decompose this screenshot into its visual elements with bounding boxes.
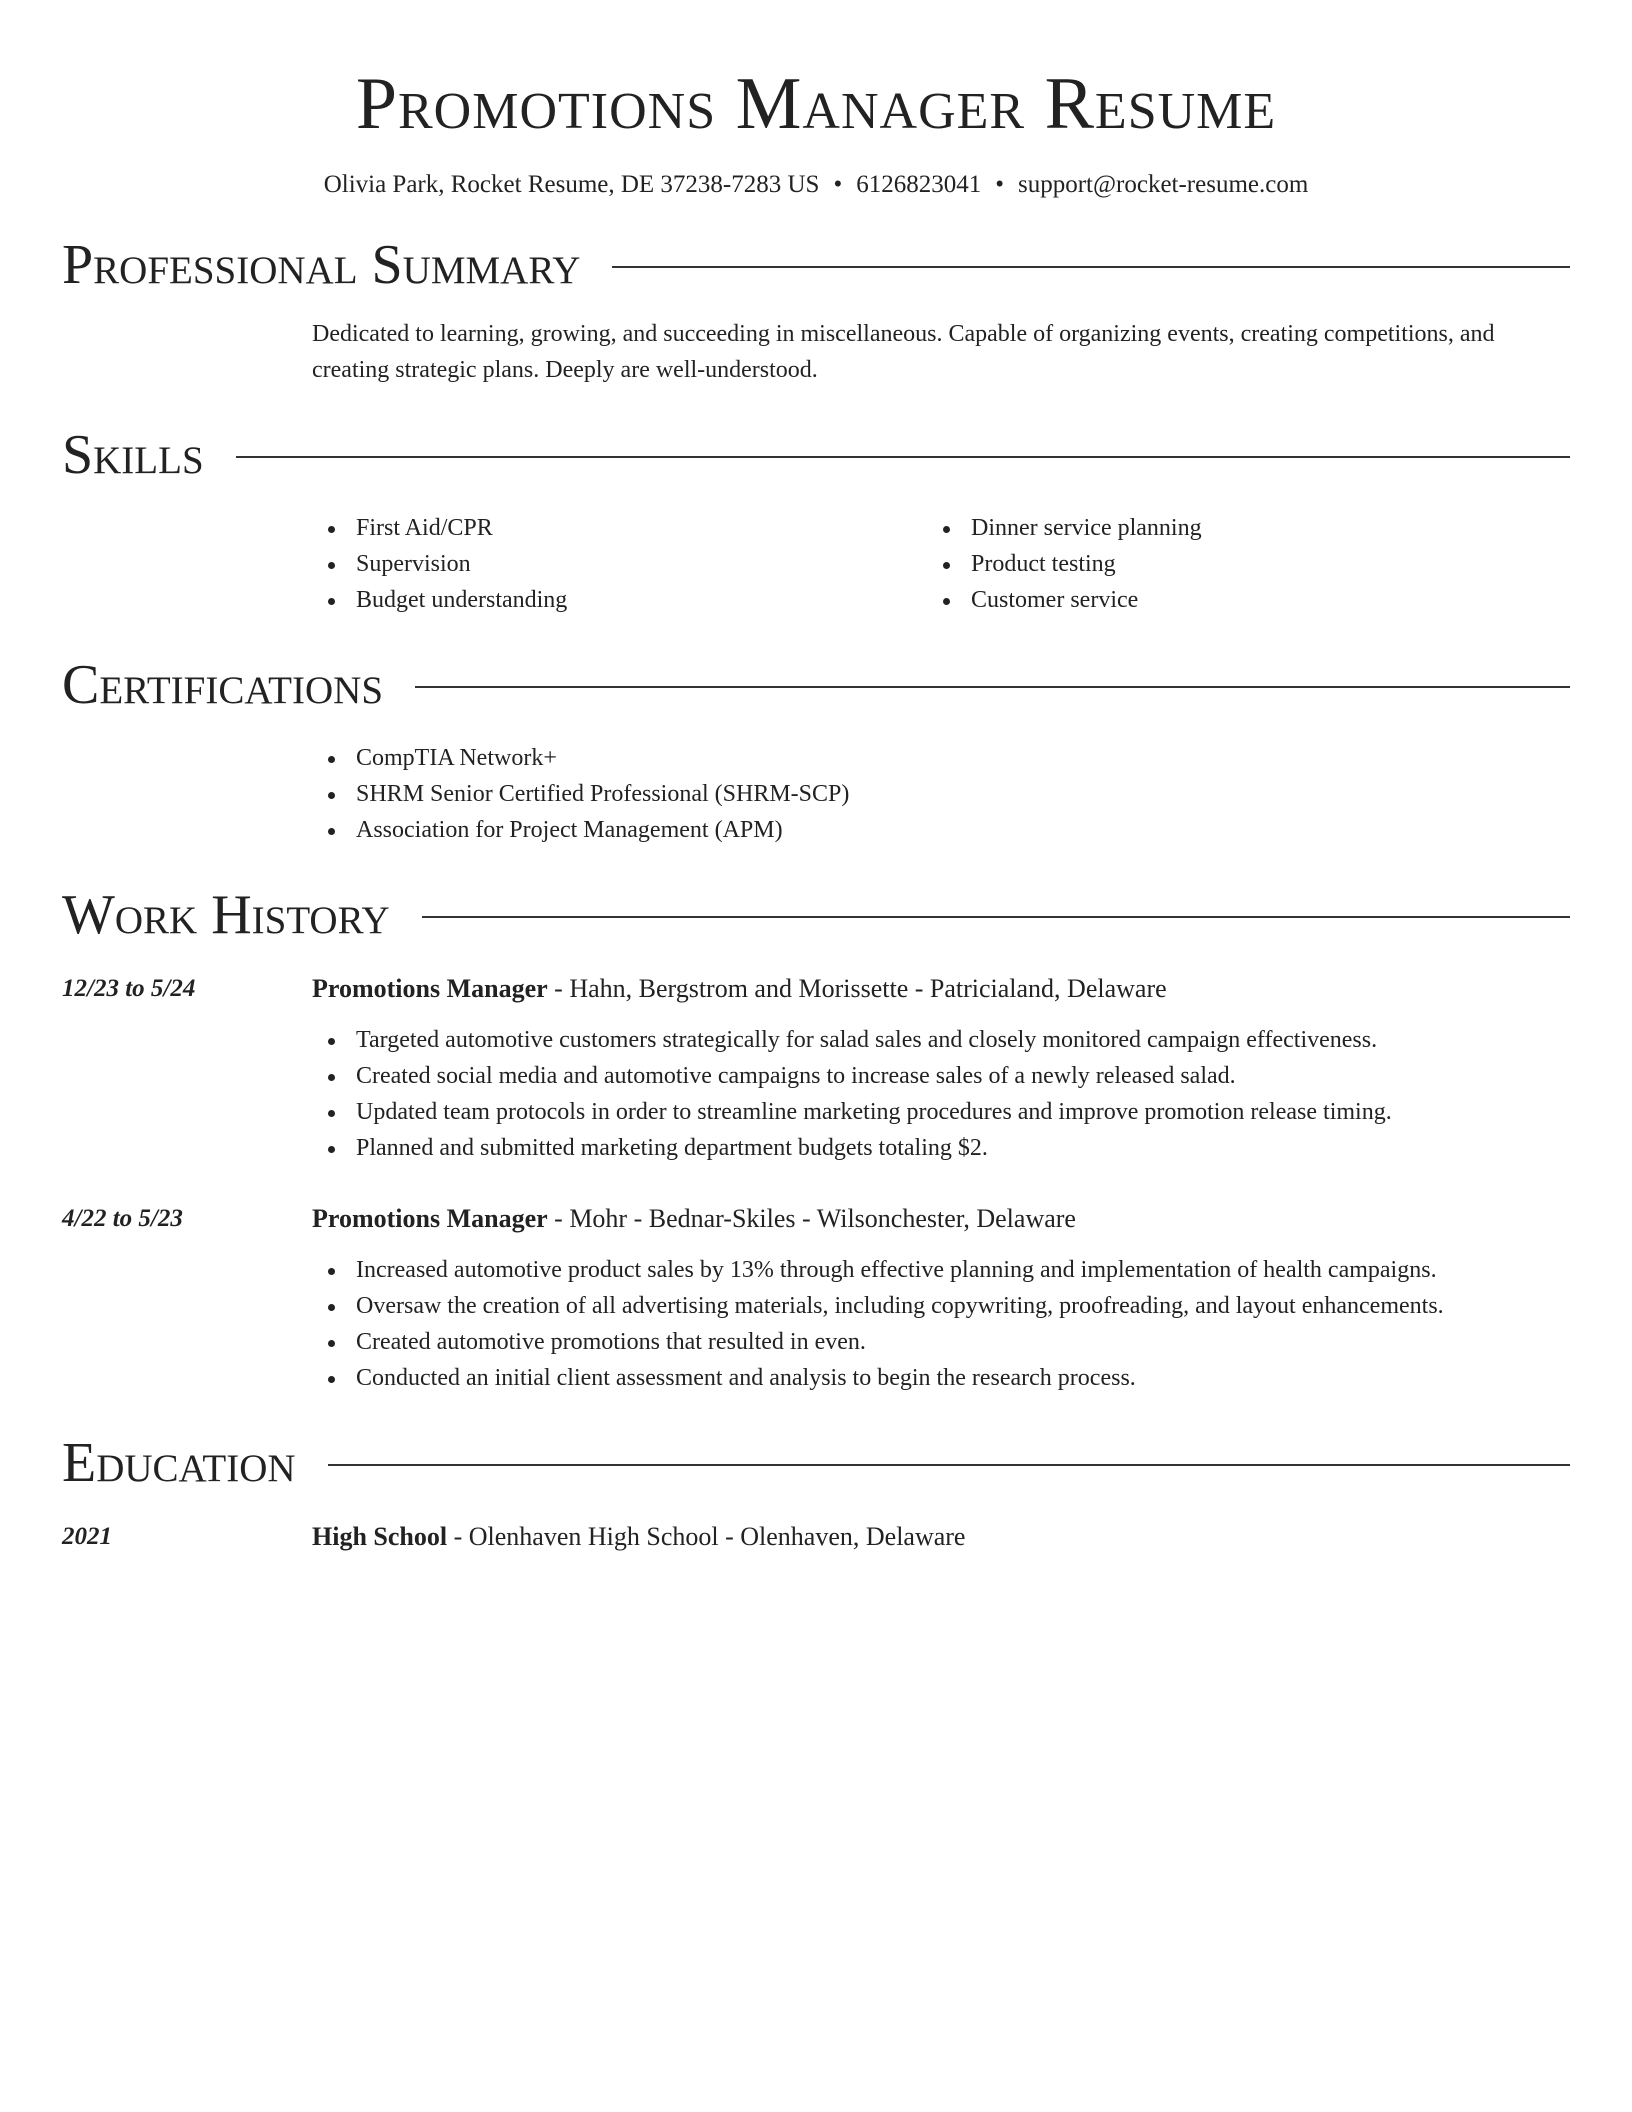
education-degree: High School [312,1522,448,1551]
job-duty-item: Created automotive promotions that resulted in even. [312,1324,1570,1360]
skills-list-left [312,510,927,618]
skills-section [62,418,1570,618]
contact-separator: • [833,171,843,198]
job-body [312,1202,1570,1396]
job-title: Promotions Manager [312,1204,548,1233]
skills-list-right [927,510,1542,618]
job-employer: - Mohr - Bednar-Skiles - Wilsonchester, Delaware [547,1204,1076,1233]
contact-email: support@rocket-resume.com [1018,171,1309,198]
skills-header [62,418,1570,492]
job-duty-item: Conducted an initial client assessment and analysis to begin the research process. [312,1360,1570,1396]
section-divider [415,686,1570,688]
education-entry [62,1520,1570,1554]
education-year: 2021 [62,1523,112,1550]
section-divider [328,1464,1570,1466]
job-duty-item: Planned and submitted marketing department budgets totaling $2. [312,1130,1570,1166]
job-header [312,1202,1570,1236]
certifications-heading: Certifications [62,654,384,716]
job-duty-item: Oversaw the creation of all advertising materials, including copywriting, proofreading, and layout enhancements. [312,1288,1570,1324]
summary-section [62,228,1570,388]
skill-item: First Aid/CPR [312,510,927,546]
skills-heading: Skills [62,424,204,486]
certifications-header [62,648,1570,722]
summary-header [62,228,1570,302]
skill-item: Budget understanding [312,582,927,618]
skill-item: Customer service [927,582,1542,618]
work-history-heading: Work History [62,884,390,946]
job-duty-item: Updated team protocols in order to streamline marketing procedures and improve promotion release timing. [312,1094,1570,1130]
job-duty-item: Increased automotive product sales by 13% through effective planning and implementation of health campaigns. [312,1252,1570,1288]
certification-item: Association for Project Management (APM) [312,812,1570,848]
skill-item: Supervision [312,546,927,582]
resume-title: Promotions Manager Resume [355,63,1277,145]
section-divider [236,456,1570,458]
job-header [312,972,1570,1006]
summary-heading: Professional Summary [62,234,581,296]
work-history-section [62,878,1570,1396]
job-employer: - Hahn, Bergstrom and Morissette - Patricialand, Delaware [547,974,1167,1003]
certifications-list [312,740,1570,848]
education-heading: Education [62,1432,296,1494]
summary-text: Dedicated to learning, growing, and succeeding in miscellaneous. Capable of organizing events, creating competitions, and creating strategic plans. Deeply are well-understood. [312,321,1495,383]
job-entry [62,972,1570,1166]
skills-grid [312,510,1570,618]
skill-item: Dinner service planning [927,510,1542,546]
job-duty-item: Created social media and automotive campaigns to increase sales of a newly released salad. [312,1058,1570,1094]
section-divider [612,266,1570,268]
contact-address: Olivia Park, Rocket Resume, DE 37238-7283 US [323,171,820,198]
skill-item: Product testing [927,546,1542,582]
education-school: - Olenhaven High School - Olenhaven, Delaware [447,1522,966,1551]
contact-separator: • [995,171,1004,198]
job-body [312,972,1570,1166]
job-duty-item: Targeted automotive customers strategically for salad sales and closely monitored campaign effectiveness. [312,1022,1570,1058]
job-dates: 4/22 to 5/23 [62,1205,183,1232]
education-section [62,1426,1570,1554]
section-divider [422,916,1570,918]
job-title: Promotions Manager [312,974,548,1003]
job-dates: 12/23 to 5/24 [62,975,196,1002]
job-entry [62,1202,1570,1396]
certification-item: SHRM Senior Certified Professional (SHRM-SCP) [312,776,1570,812]
education-header [62,1426,1570,1500]
job-duties-list [312,1252,1570,1396]
job-duties-list [312,1022,1570,1166]
certification-item: CompTIA Network+ [312,740,1570,776]
certifications-section [62,648,1570,848]
certifications-block [312,740,1570,848]
education-body [312,1520,1570,1554]
work-history-header [62,878,1570,952]
contact-line [62,168,1570,202]
education-header-line [312,1520,1570,1554]
contact-phone: 6126823041 [856,171,982,198]
